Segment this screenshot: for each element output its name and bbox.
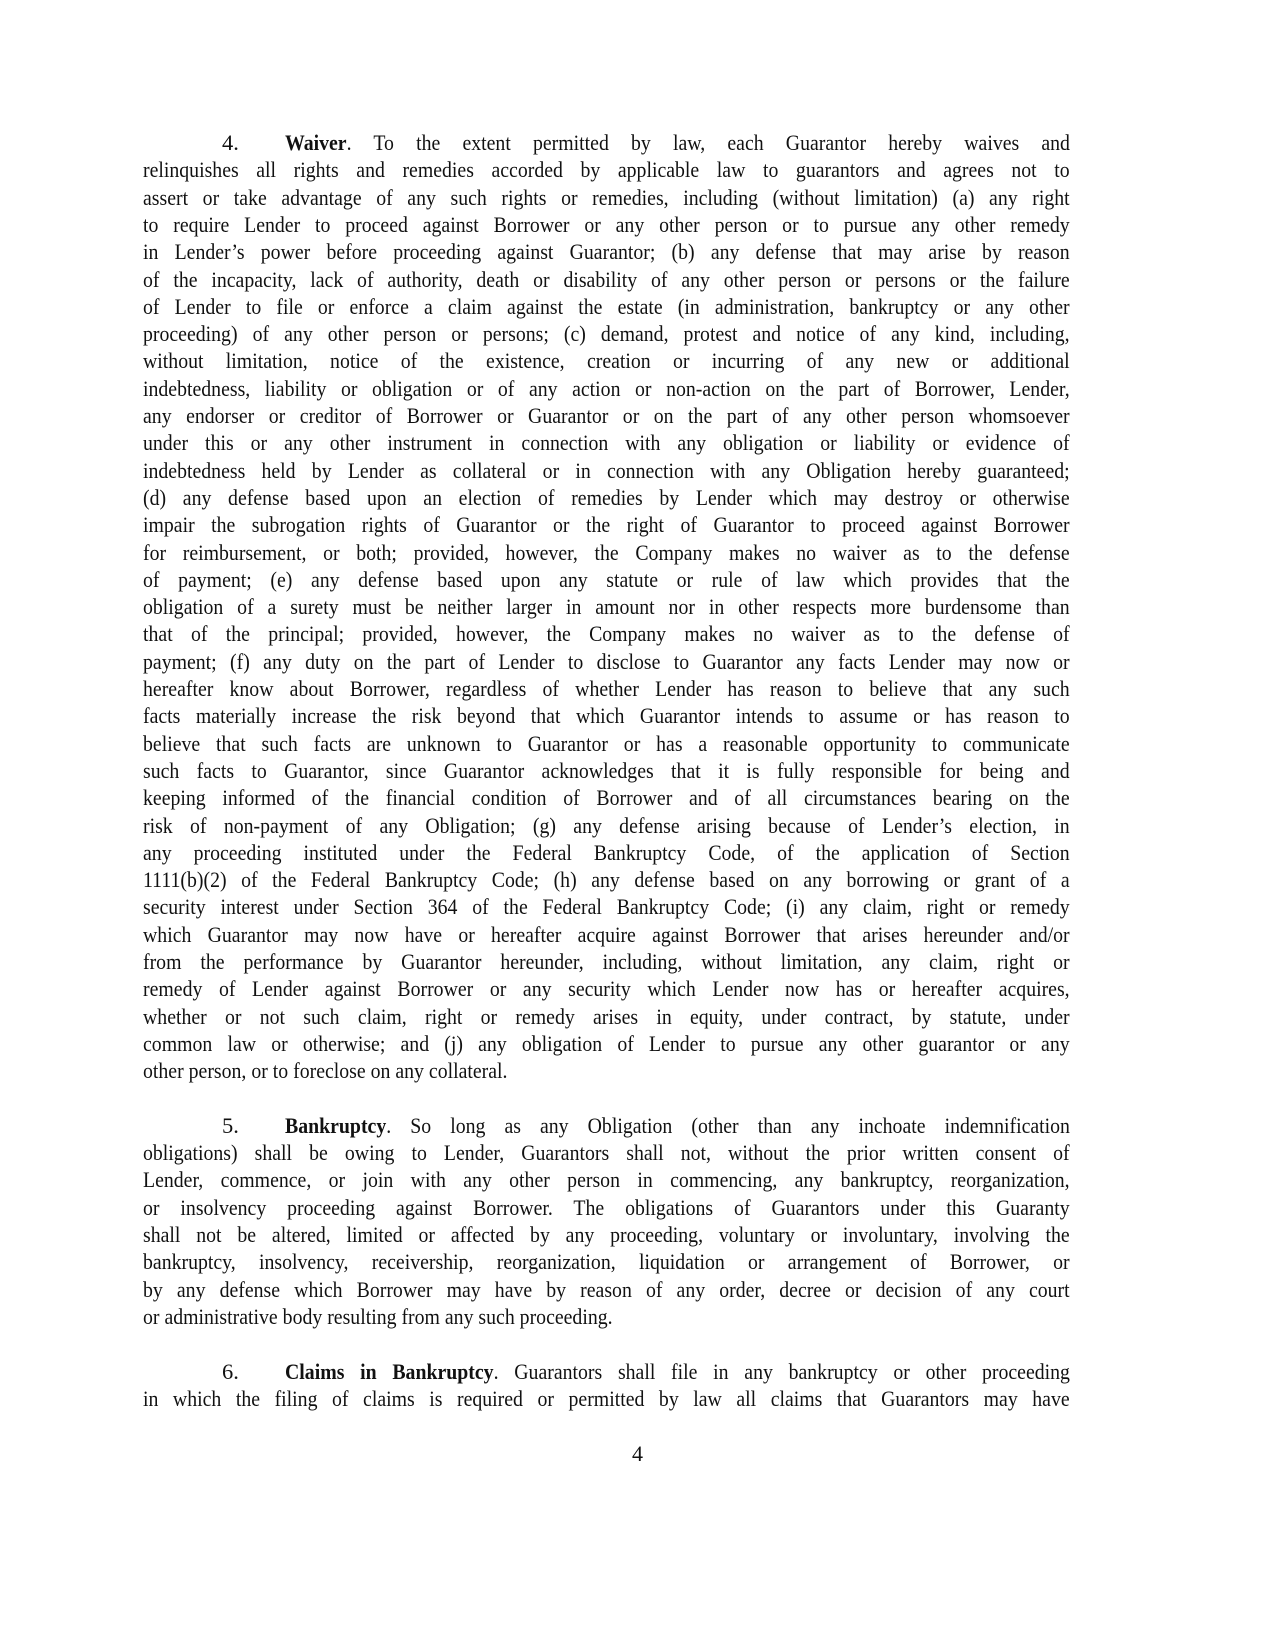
text-line	[143, 1276, 1070, 1304]
section-heading: Claims in Bankruptcy	[285, 1358, 494, 1384]
text-line-content: or administrative body resulting from any such proceeding.	[143, 1303, 613, 1329]
text-line-content: hereafter know about Borrower, regardless of whether Lender has reason to believe that any such	[143, 676, 1070, 701]
section-heading: Waiver	[285, 130, 347, 155]
text-line-content: payment; (f) any duty on the part of Lender to disclose to Guarantor any facts Lender may now or	[143, 648, 1070, 674]
text-line	[143, 293, 1070, 321]
text-line	[143, 402, 1070, 430]
text-line	[143, 1248, 1070, 1276]
paragraph-number: 4.	[222, 130, 239, 155]
text-line	[143, 266, 1070, 294]
first-line-text: . To the extent permitted by law, each Guarantor hereby waives and	[346, 130, 1070, 155]
text-line-content: relinquishes all rights and remedies accorded by applicable law to guarantors and agrees not to	[143, 157, 1070, 183]
text-line	[143, 675, 1070, 703]
text-line-content: or insolvency proceeding against Borrower. The obligations of Guarantors under this Guaranty	[143, 1194, 1070, 1220]
text-line-content: without limitation, notice of the existence, creation or incurring of any new or additional	[143, 348, 1070, 374]
text-line-content: such facts to Guarantor, since Guarantor acknowledges that it is fully responsible for being and	[143, 757, 1070, 783]
text-line-content: indebtedness held by Lender as collateral or in connection with any Obligation hereby guaranteed;	[143, 457, 1070, 483]
text-line	[143, 866, 1070, 894]
text-line-content: of Lender to file or enforce a claim against the estate (in administration, bankruptcy or any other	[143, 293, 1070, 319]
first-line-text: . So long as any Obligation (other than any inchoate indemnification	[386, 1112, 1070, 1138]
text-line-content: (d) any defense based upon an election of remedies by Lender which may destroy or otherwise	[143, 484, 1070, 510]
text-line	[143, 184, 1070, 212]
text-line-content: believe that such facts are unknown to Guarantor or has a reasonable opportunity to communicate	[143, 730, 1070, 756]
text-line-content: 1111(b)(2) of the Federal Bankruptcy Code; (h) any defense based on any borrowing or grant of a	[143, 867, 1070, 893]
text-line-content: any proceeding instituted under the Federal Bankruptcy Code, of the application of Section	[143, 839, 1070, 865]
text-line-content: by any defense which Borrower may have by reason of any order, decree or decision of any court	[143, 1276, 1070, 1302]
text-line-content: security interest under Section 364 of the Federal Bankruptcy Code; (i) any claim, right or remedy	[143, 894, 1070, 920]
text-line	[143, 1030, 1070, 1058]
text-line	[143, 593, 1070, 621]
text-line-content: bankruptcy, insolvency, receivership, reorganization, liquidation or arrangement of Borrower, or	[143, 1249, 1070, 1275]
page-number: 4	[632, 1441, 643, 1466]
text-line	[143, 1003, 1070, 1031]
text-line	[143, 429, 1070, 457]
text-line	[143, 156, 1070, 184]
text-line	[143, 839, 1070, 867]
first-line-text: . Guarantors shall file in any bankruptcy or other proceeding	[493, 1358, 1070, 1384]
paragraph-first-line	[285, 1112, 1070, 1140]
paragraph-first-line	[285, 1358, 1070, 1386]
text-line-content: risk of non-payment of any Obligation; (g) any defense arising because of Lender’s election, in	[143, 812, 1070, 838]
text-line-content: of payment; (e) any defense based upon any statute or rule of law which provides that the	[143, 566, 1070, 592]
text-line-content: common law or otherwise; and (j) any obligation of Lender to pursue any other guarantor or any	[143, 1030, 1070, 1056]
text-line	[143, 211, 1070, 239]
text-line	[143, 539, 1070, 567]
text-line-content: any endorser or creditor of Borrower or Guarantor or on the part of any other person whomsoever	[143, 403, 1070, 428]
paragraph-number: 5.	[222, 1112, 239, 1138]
text-line-content: from the performance by Guarantor hereunder, including, without limitation, any claim, right or	[143, 949, 1070, 974]
text-line	[143, 730, 1070, 758]
text-line	[143, 1057, 1070, 1085]
text-line	[143, 320, 1070, 348]
text-line	[143, 347, 1070, 375]
text-line	[143, 1221, 1070, 1249]
text-line	[143, 1166, 1070, 1194]
paragraph-number: 6.	[222, 1358, 239, 1384]
text-line-content: to require Lender to proceed against Borrower or any other person or to pursue any other remedy	[143, 211, 1070, 237]
text-line-content: shall not be altered, limited or affected by any proceeding, voluntary or involuntary, involving the	[143, 1222, 1070, 1247]
text-line-content: in which the filing of claims is required or permitted by law all claims that Guarantors may have	[143, 1385, 1070, 1411]
text-line	[143, 375, 1070, 403]
section-heading: Bankruptcy	[285, 1112, 387, 1138]
text-line	[143, 893, 1070, 921]
text-line-content: indebtedness, liability or obligation or of any action or non-action on the part of Borrower, Lender,	[143, 375, 1070, 401]
text-line-content: facts materially increase the risk beyond that which Guarantor intends to assume or has reason to	[143, 703, 1070, 729]
text-line	[143, 784, 1070, 812]
text-line	[143, 648, 1070, 676]
text-line-content: that of the principal; provided, however, the Company makes no waiver as to the defense of	[143, 621, 1070, 647]
paragraph-first-line	[285, 129, 1070, 157]
text-line-content: of the incapacity, lack of authority, death or disability of any other person or persons or the failure	[143, 266, 1070, 292]
text-line-content: impair the subrogation rights of Guarantor or the right of Guarantor to proceed against Borrower	[143, 512, 1070, 538]
text-line-content: remedy of Lender against Borrower or any security which Lender now has or hereafter acquires,	[143, 976, 1070, 1002]
text-line-content: in Lender’s power before proceeding against Guarantor; (b) any defense that may arise by reason	[143, 239, 1070, 265]
text-line	[143, 457, 1070, 485]
text-line-content: under this or any other instrument in connection with any obligation or liability or evidence of	[143, 430, 1070, 456]
text-line-content: obligations) shall be owing to Lender, Guarantors shall not, without the prior written consent of	[143, 1140, 1070, 1166]
text-line-content: assert or take advantage of any such rights or remedies, including (without limitation) (a) any right	[143, 184, 1070, 210]
text-line	[143, 566, 1070, 594]
text-line-content: keeping informed of the financial condition of Borrower and of all circumstances bearing on the	[143, 785, 1070, 811]
text-line-content: Lender, commence, or join with any other person in commencing, any bankruptcy, reorganization,	[143, 1167, 1070, 1193]
text-line	[143, 975, 1070, 1003]
text-line-content: for reimbursement, or both; provided, however, the Company makes no waiver as to the defense	[143, 539, 1070, 565]
text-line	[143, 238, 1070, 266]
text-line-content: obligation of a surety must be neither larger in amount nor in other respects more burdensome than	[143, 594, 1070, 620]
text-line	[143, 620, 1070, 648]
text-line	[143, 812, 1070, 840]
text-line	[143, 757, 1070, 785]
text-line	[143, 1303, 1070, 1331]
text-line-content: which Guarantor may now have or hereafter acquire against Borrower that arises hereunder and/or	[143, 921, 1070, 947]
text-line-content: other person, or to foreclose on any collateral.	[143, 1058, 508, 1084]
text-line	[143, 1194, 1070, 1222]
text-line	[143, 511, 1070, 539]
text-line	[143, 948, 1070, 976]
text-line-content: proceeding) of any other person or persons; (c) demand, protest and notice of any kind, including,	[143, 321, 1070, 347]
text-line	[143, 1139, 1070, 1167]
text-line-content: whether or not such claim, right or remedy arises in equity, under contract, by statute, under	[143, 1003, 1070, 1029]
text-line	[143, 1385, 1070, 1413]
text-line	[143, 702, 1070, 730]
text-line	[143, 484, 1070, 512]
text-line	[143, 921, 1070, 949]
